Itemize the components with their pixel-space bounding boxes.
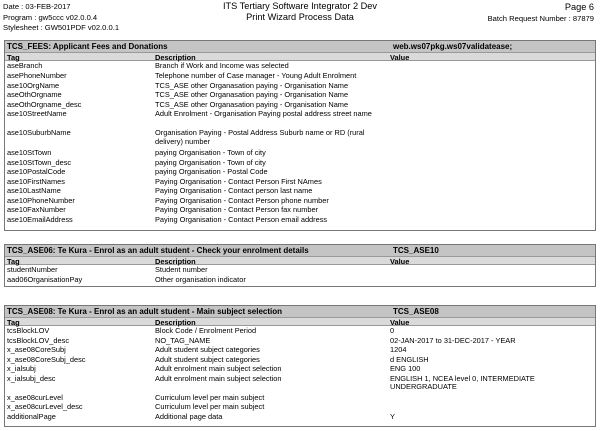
row-tag: x_ase08curLevel_desc — [7, 402, 83, 411]
table-row — [5, 394, 595, 404]
table-row — [5, 159, 595, 169]
table-row — [5, 216, 595, 226]
section-code: TCS_ASE10 — [393, 246, 439, 255]
section-body — [5, 61, 595, 225]
row-description: Student number — [155, 265, 208, 274]
report-date: Date : 03-FEB-2017 — [3, 2, 71, 11]
row-value: ENGLISH 1, NCEA level 0, INTERMEDIATE UNDERGRADUATE — [390, 373, 535, 392]
row-tag: ase10SuburbName — [7, 128, 71, 137]
row-description: Paying Organisation - Contact Person fax number — [155, 205, 319, 214]
row-description: Adult student subject categories — [155, 345, 260, 354]
row-tag: aad06OrganisationPay — [7, 274, 83, 284]
column-tag: Tag — [7, 318, 20, 327]
column-tag: Tag — [7, 53, 20, 62]
section-title-text: TCS_ASE08: Te Kura - Enrol as an adult student - Main subject selection — [7, 307, 283, 316]
page-number: Page 6 — [564, 2, 594, 12]
row-value: d ENGLISH — [390, 354, 429, 364]
section-code: TCS_ASE08 — [393, 307, 439, 316]
row-tag: x_ase08CoreSubj — [7, 345, 66, 354]
column-header — [5, 52, 595, 61]
row-tag: x_ialsubj — [7, 364, 36, 373]
section-tcs-fees — [4, 40, 596, 231]
section-title-text: TCS_FEES: Applicant Fees and Donations — [7, 42, 168, 51]
column-value: Value — [390, 318, 410, 327]
row-tag: ase10StTown_desc — [7, 157, 72, 167]
row-description: Organisation Paying - Postal Address Suburb name or RD (rural delivery) number — [155, 128, 365, 146]
row-description: Paying Organisation - Contact Person First NAmes — [155, 176, 322, 186]
row-description: TCS_ASE other Organasation paying - Organisation Name — [155, 99, 349, 109]
table-row — [5, 413, 595, 423]
row-tag: ase10PostalCode — [7, 167, 66, 176]
row-tag: additionalPage — [7, 411, 56, 421]
table-row — [5, 149, 595, 159]
table-row — [5, 356, 595, 366]
row-description: Additional page data — [155, 411, 223, 421]
table-row — [5, 403, 595, 413]
row-description: NO_TAG_NAME — [155, 335, 211, 345]
report-subtitle: Print Wizard Process Data — [246, 12, 354, 22]
row-description: Other organisation indicator — [155, 274, 246, 284]
row-tag: aseOthOrgname — [7, 90, 62, 99]
column-description: Description — [155, 257, 196, 266]
row-value: ENG 100 — [390, 364, 421, 373]
row-tag: ase10EmailAddress — [7, 214, 73, 224]
row-description: TCS_ASE other Organasation paying - Organisation Name — [155, 80, 349, 90]
table-row — [5, 110, 595, 129]
column-value: Value — [390, 53, 410, 62]
row-tag: ase10LastName — [7, 186, 61, 195]
row-description: Paying Organisation - Contact Person email address — [155, 214, 328, 224]
row-value: Y — [390, 411, 395, 421]
row-description: paying Organisation - Town of city — [155, 148, 266, 157]
row-tag: ase10StreetName — [7, 109, 67, 118]
report-program: Program : gw5ccc v02.0.0.4 — [3, 12, 98, 22]
row-description: Telephone number of Case manager - Young Adult Enrolment — [155, 71, 357, 80]
section-title-text: TCS_ASE06: Te Kura - Enrol as an adult student - Check your enrolment details — [7, 246, 309, 255]
row-tag: ase10FaxNumber — [7, 205, 66, 214]
row-tag: studentNumber — [7, 265, 58, 274]
row-value: 0 — [390, 326, 395, 335]
batch-request-number: Batch Request Number : 87879 — [487, 14, 594, 23]
row-tag: tcsBlockLOV_desc — [7, 335, 70, 345]
column-header — [5, 256, 595, 265]
section-title — [5, 306, 595, 317]
row-description: Paying Organisation - Contact person last name — [155, 186, 313, 195]
column-description: Description — [155, 53, 196, 62]
row-description: paying Organisation - Postal Code — [155, 167, 268, 176]
row-description: Adult Enrolment - Organisation Paying postal address street name — [155, 109, 372, 118]
row-tag: x_ialsubj_desc — [7, 373, 56, 383]
section-tcs-ase08 — [4, 305, 596, 427]
table-row — [5, 129, 595, 149]
row-tag: ase10FirstNames — [7, 176, 65, 186]
column-value: Value — [390, 257, 410, 266]
report-stylesheet: Stylesheet : GW501PDF v02.0.0.1 — [3, 23, 120, 32]
section-code: web.ws07pkg.ws07validatease; — [393, 42, 513, 51]
row-tag: x_ase08CoreSubj_desc — [7, 354, 86, 364]
column-header — [5, 317, 595, 326]
section-tcs-ase06 — [4, 244, 596, 287]
row-description: Paying Organisation - Contact Person phone number — [155, 195, 329, 205]
row-tag: aseOthOrgname_desc — [7, 99, 82, 109]
row-description: Adult enrolment main subject selection — [155, 373, 282, 383]
row-tag: asePhoneNumber — [7, 71, 67, 80]
section-title — [5, 245, 595, 256]
row-description: Adult enrolment main subject selection — [155, 364, 282, 373]
table-row — [5, 346, 595, 356]
section-title — [5, 41, 595, 52]
row-value: 02-JAN-2017 to 31-DEC-2017 - YEAR — [390, 335, 516, 345]
row-description: paying Organisation - Town of city — [155, 157, 266, 167]
report-header — [0, 0, 600, 40]
section-body — [5, 326, 595, 422]
row-tag: aseBranch — [7, 61, 43, 70]
row-description: Block Code / Enrolment Period — [155, 326, 257, 335]
row-description: TCS_ASE other Organasation paying - Organisation Name — [155, 90, 349, 99]
table-row — [5, 266, 595, 276]
row-description: Adult student subject categories — [155, 354, 260, 364]
column-description: Description — [155, 318, 196, 327]
column-tag: Tag — [7, 257, 20, 266]
row-description: Curriculum level per main subject — [155, 402, 265, 411]
row-tag: x_ase08curLevel — [7, 392, 63, 402]
row-tag: ase10StTown — [7, 148, 52, 157]
report-app-title: ITS Tertiary Software Integrator 2 Dev — [222, 1, 378, 11]
row-description: Curriculum level per main subject — [155, 392, 265, 402]
row-tag: ase10PhoneNumber — [7, 195, 75, 205]
table-row — [5, 375, 595, 394]
row-value: 1204 — [390, 345, 407, 354]
row-description: Branch if Work and Income was selected — [155, 61, 289, 70]
row-tag: ase10OrgName — [7, 80, 60, 90]
table-row — [5, 276, 595, 286]
table-row — [5, 337, 595, 347]
section-body — [5, 265, 595, 285]
row-tag: tcsBlockLOV — [7, 326, 50, 335]
